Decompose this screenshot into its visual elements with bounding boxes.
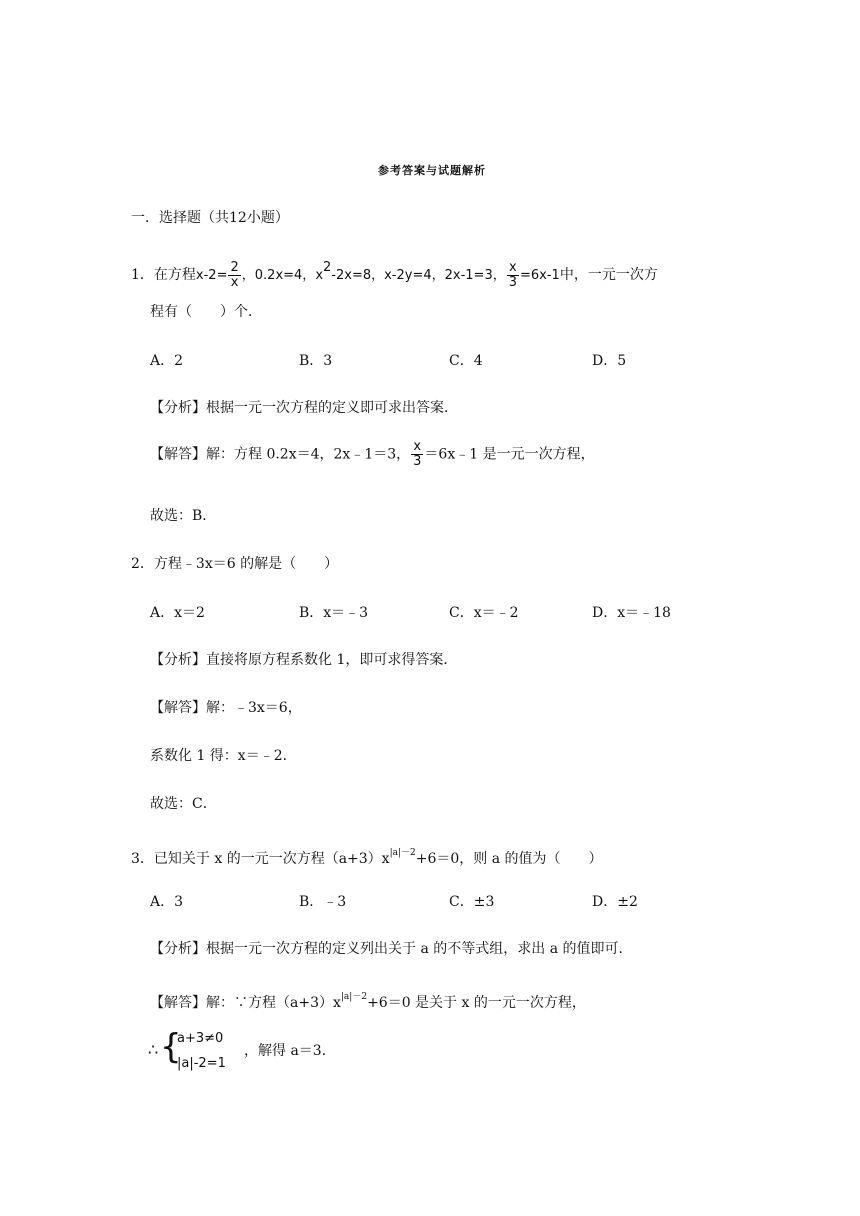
q3-answer [150,987,586,1013]
q1-answer-post: ＝6x﹣1 是一元一次方程， [424,446,595,463]
q1-eq3-rest: -2x=8，x-2y=4，2x-1=3， [331,268,506,283]
q2-step: 系数化 1 得：x＝﹣2． [150,748,297,764]
q1-tail: 中，一元一次方 [559,267,658,283]
q1-eq6-numerator: x [507,261,519,276]
q1-analysis: 【分析】根据一元一次方程的定义即可求出答案． [150,400,458,416]
q3-answer-pre: 【解答】解：∵方程（a+3）x [150,995,341,1011]
q1-option-c: C．4 [449,353,483,369]
q3-analysis: 【分析】根据一元一次方程的定义列出关于 a 的不等式组，求出 a 的值即可． [150,941,633,957]
therefore-symbol: ∴ [148,1040,159,1059]
q2-answer: 【解答】解：﹣3x＝6， [150,700,302,716]
section-heading: 一．选择题（共12小题） [131,210,289,226]
q1-eq1-denominator: x [230,274,239,290]
q3-system-line-2: |a|-2=1 [177,1056,226,1071]
question-1-stem-line2: 程有（ ）个． [150,304,262,320]
q1-eq3-exponent: 2 [323,260,332,275]
q3-system-line-1: a+3≠0 [177,1031,224,1046]
q1-answer-pre: 【解答】解：方程 0.2x＝4，2x﹣1＝3， [150,446,411,463]
q1-option-a: A．2 [150,353,184,369]
q1-sep1: ，0.2x=4， [241,268,316,283]
q3-result: ，解得 a＝3． [244,1043,336,1059]
q3-answer-post: +6＝0 是关于 x 的一元一次方程， [367,995,586,1011]
q3-stem-pre: 3．已知关于 x 的一元一次方程（a+3）x [131,851,390,867]
q1-eq1-lhs: x-2= [195,268,228,283]
q2-option-a: A．x＝2 [150,605,205,621]
q3-stem-exponent: |a|－2 [389,848,416,858]
q2-option-d: D．x＝﹣18 [592,605,671,621]
q3-option-d: D．±2 [592,894,638,910]
q3-stem-post: +6＝0，则 a 的值为（ ） [415,851,603,867]
q1-eq6-rest: =6x-1 [520,268,560,283]
q3-option-c: C．±3 [449,894,495,910]
q1-eq6-denominator: 3 [508,274,517,290]
q1-eq1-fraction [228,261,240,290]
q1-eq6-fraction [507,261,519,290]
q2-analysis: 【分析】直接将原方程系数化 1，即可求得答案． [150,652,458,668]
brace-icon: { [160,1027,182,1067]
q1-option-d: D．5 [592,353,627,369]
question-2-stem: 2．方程﹣3x＝6 的解是（ ） [131,556,339,572]
q1-option-b: B．3 [299,353,333,369]
q1-lead: 1．在方程 [131,267,196,283]
q3-answer-exponent: |a|－2 [340,992,368,1002]
q1-answer-denominator: 3 [413,454,422,469]
question-3-stem [131,843,603,869]
q1-answer-numerator: x [411,440,423,455]
q1-eq1-numerator: 2 [230,259,239,275]
q1-eq3-base: x [315,268,324,283]
q3-option-b: B．﹣3 [299,894,347,910]
q2-option-b: B．x＝﹣3 [299,605,369,621]
q1-choice: 故选：B． [150,508,217,524]
q2-option-c: C．x＝﹣2 [449,605,519,621]
question-1-stem [131,258,658,290]
q1-answer [150,440,595,469]
q2-choice: 故选：C． [150,796,217,812]
q1-answer-fraction [411,440,423,469]
page-title: 参考答案与试题解析 [378,164,486,177]
q3-option-a: A．3 [150,894,184,910]
